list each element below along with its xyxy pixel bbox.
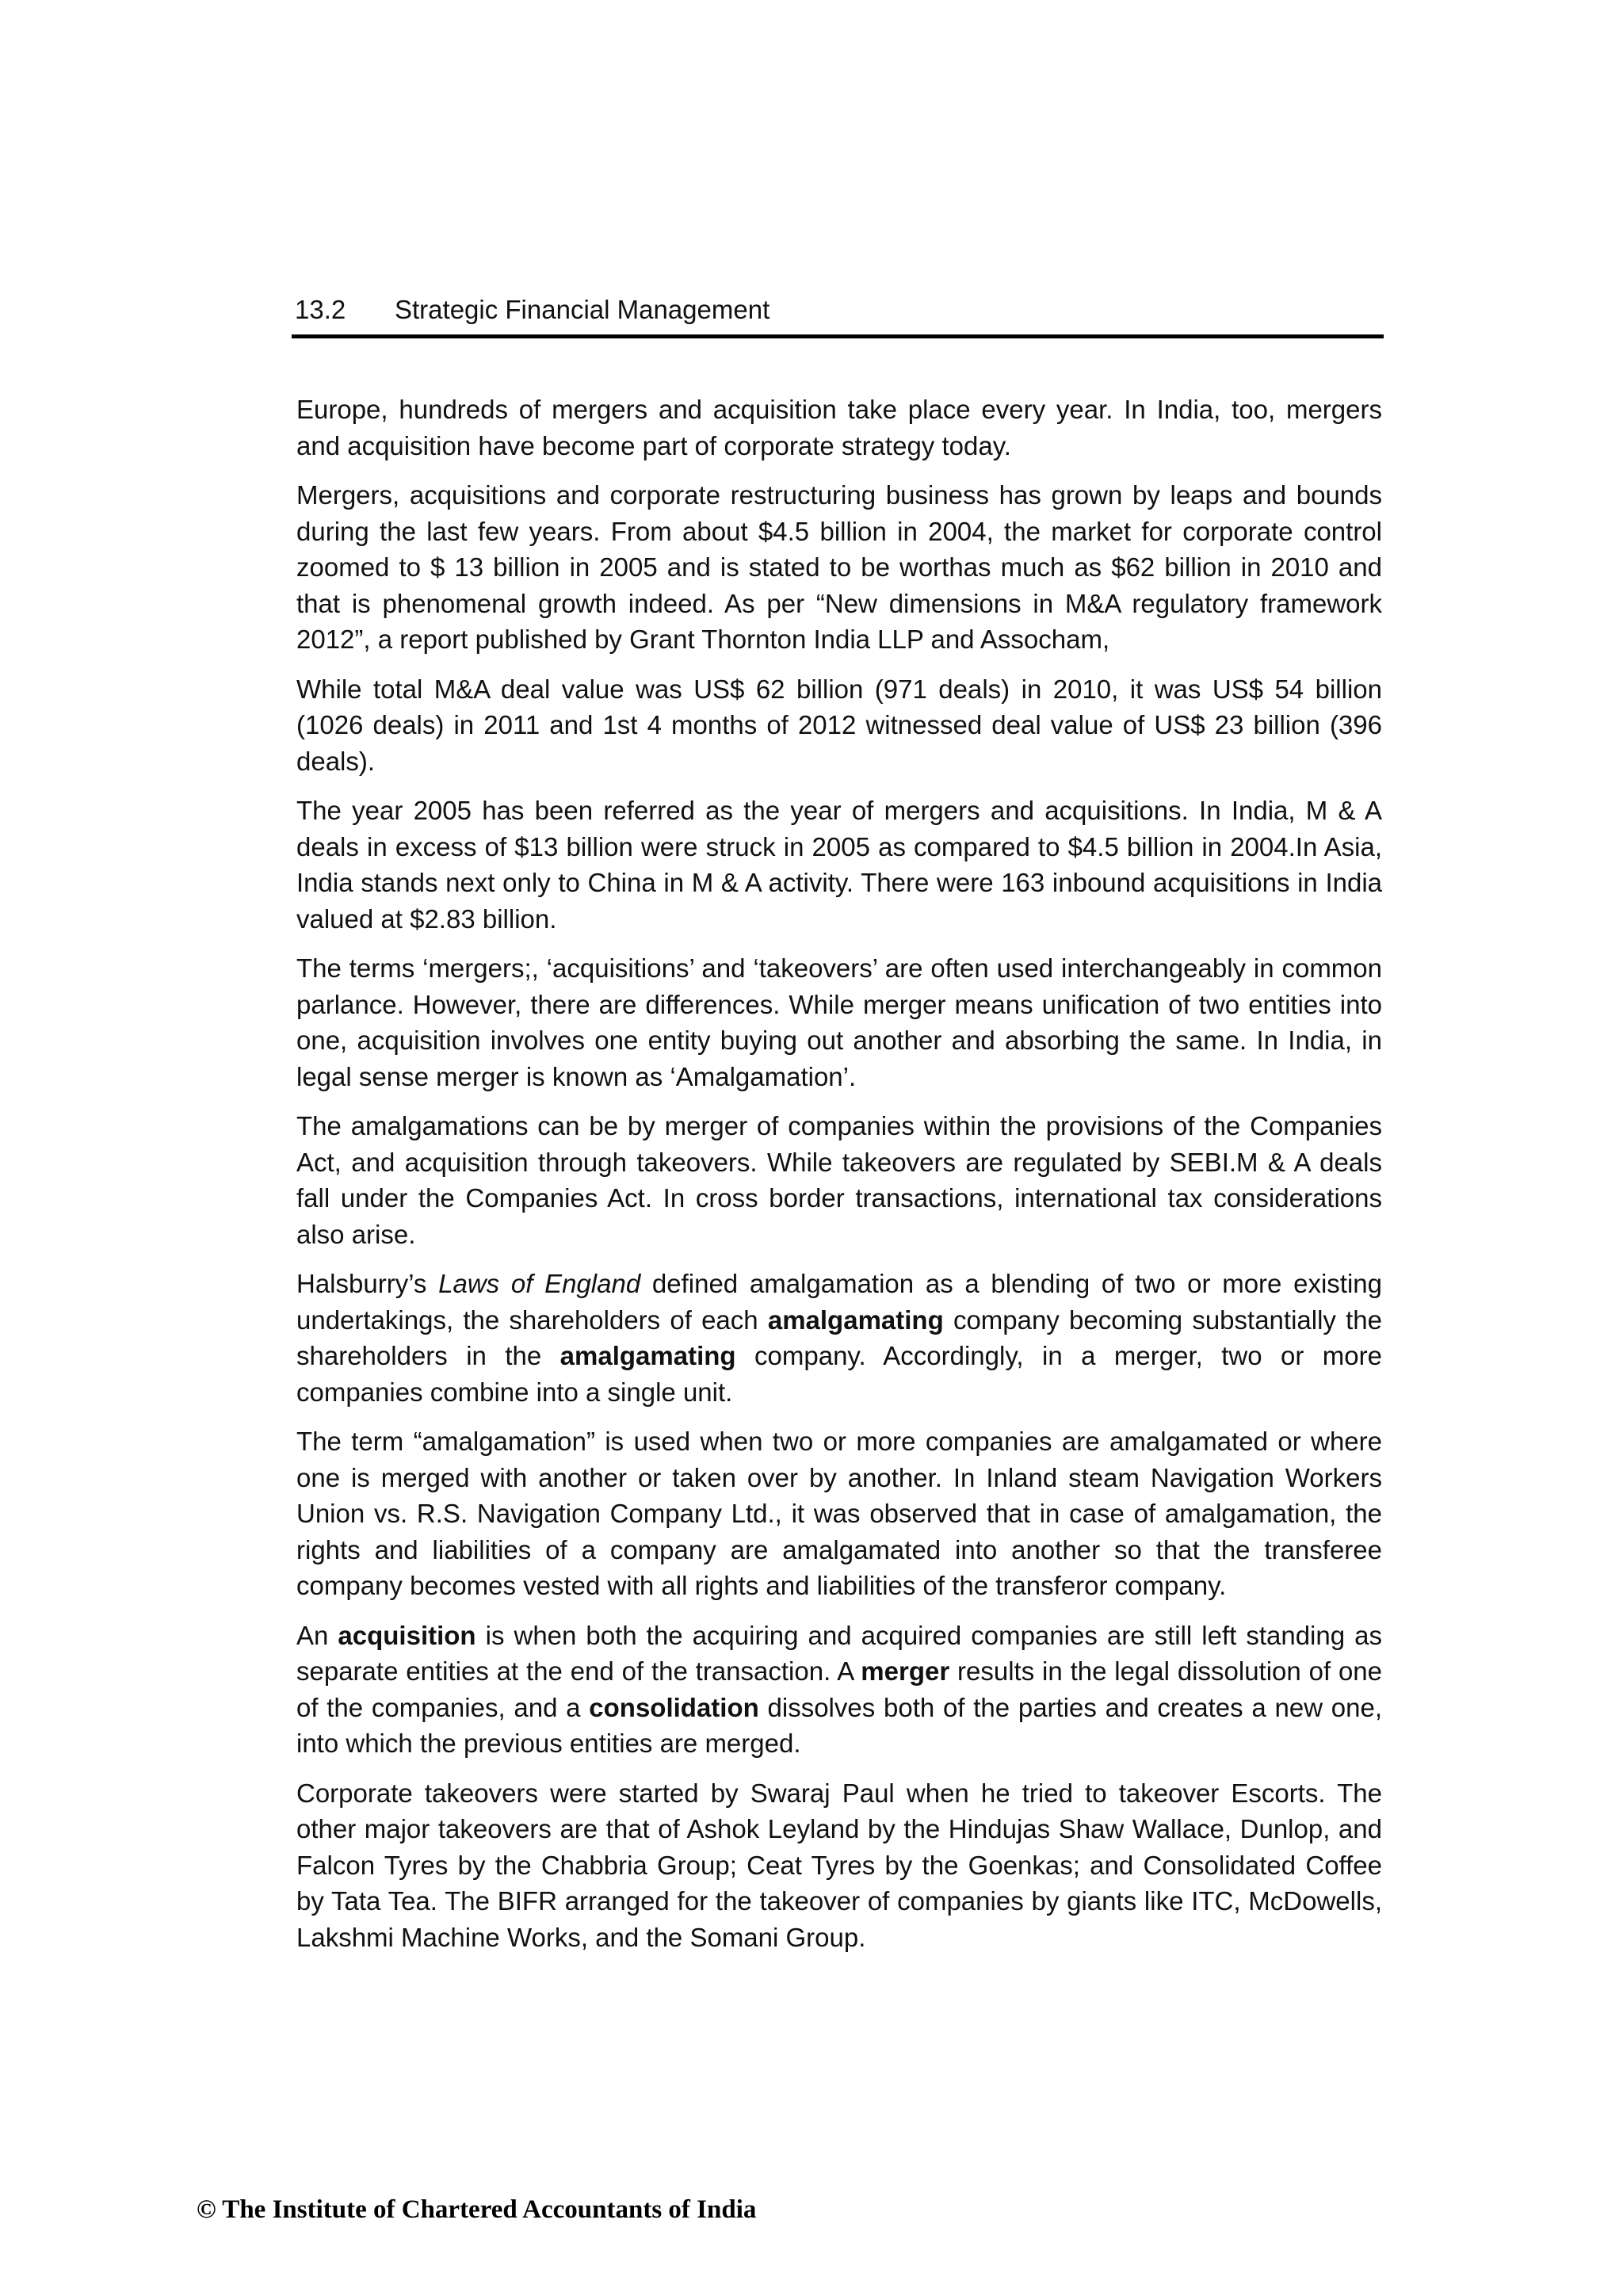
bold-term: merger [861,1656,950,1686]
section-number: 13.2 [295,295,346,324]
copyright-footer: © The Institute of Chartered Accountants of India [197,2195,757,2224]
paragraph-6: The amalgamations can be by merger of companies within the provisions of the Companies Act, and acquisition through takeovers. While takeovers are regulated by SEBI.M & A deals fall under the Companies Act. In cross border transactions, international tax considerations also arise. [296,1111,1382,1249]
paragraph-10: Corporate takeovers were started by Swaraj Paul when he tried to takeover Escorts. The other major takeovers are that of Ashok Leyland by the Hindujas Shaw Wallace, Dunlop, and Falcon Tyres by the Chabbria Group; Ceat Tyres by the Goenkas; and Consolidated Coffee by Tata Tea. The BIFR arranged for the takeover of companies by giants like ITC, McDowells, Lakshmi Machine Works, and the Somani Group. [296,1778,1382,1952]
bold-term: acquisition [338,1620,476,1650]
body-text [296,392,1382,1969]
header-rule [292,334,1384,338]
header-title: Strategic Financial Management [395,295,770,324]
text-run: company becoming substantially the shareholders in the [296,1305,1382,1370]
paragraph-8: The term “amalgamation” is used when two or more companies are amalgamated or where one is merged with another or taken over by another. In Inland steam Navigation Workers Union vs. R.S. Navigation Company Ltd., it was observed that in case of amalgamation, the rights and liabilities of a company are amalgamated into another so that the transferee company becomes vested with all rights and liabilities of the transferor company. [296,1427,1382,1600]
text-run: is when both the acquiring and acquired companies are still left standing as separate entities at the end of the transaction. A [296,1620,1382,1686]
paragraph-4: The year 2005 has been referred as the year of mergers and acquisitions. In India, M & A deals in excess of $13 billion were struck in 2005 as compared to $4.5 billion in 2004.In Asia, India stands next only to China in M & A activity. There were 163 inbound acquisitions in India valued at $2.83 billion. [296,796,1382,934]
text-run: defined amalgamation as a blending of two or more existing undertakings, the shareholders of each [296,1269,1382,1335]
text-run: results in the legal dissolution of one of the companies, and a [296,1656,1383,1722]
paragraph-7 [296,1266,1382,1410]
paragraph-5: The terms ‘mergers;, ‘acquisitions’ and ‘takeovers’ are often used interchangeably in common parlance. However, there are differences. While merger means unification of two entities into one, acquisition involves one entity buying out another and absorbing the same. In India, in legal sense merger is known as ‘Amalgamation’. [296,953,1382,1091]
book-title: Laws of England [438,1269,641,1298]
bold-term: consolidation [589,1692,759,1722]
paragraph-9 [296,1618,1382,1762]
bold-term: amalgamating [559,1341,736,1370]
text-run: An [296,1620,338,1650]
page-header [292,295,1384,338]
bold-term: amalgamating [767,1305,944,1335]
text-run: company. Accordingly, in a merger, two or more companies combine into a single unit. [296,1341,1382,1407]
paragraph-3: While total M&A deal value was US$ 62 billion (971 deals) in 2010, it was US$ 54 billion (1026 deals) in 2011 and 1st 4 months of 2012 witnessed deal value of US$ 23 billion (396 deals). [296,674,1382,776]
paragraph-1: Europe, hundreds of mergers and acquisition take place every year. In India, too, mergers and acquisition have become part of corporate strategy today. [296,395,1382,460]
text-run: Halsburry’s [296,1269,439,1298]
text-run: dissolves both of the parties and creates a new one, into which the previous entities are merged. [296,1692,1382,1758]
paragraph-2: Mergers, acquisitions and corporate restructuring business has grown by leaps and bounds during the last few years. From about $4.5 billion in 2004, the market for corporate control zoomed to $ 13 billion in 2005 and is stated to be worthas much as $62 billion in 2010 and that is phenomenal growth indeed. As per “New dimensions in M&A regulatory framework 2012”, a report published by Grant Thornton India LLP and Assocham, [296,480,1382,654]
